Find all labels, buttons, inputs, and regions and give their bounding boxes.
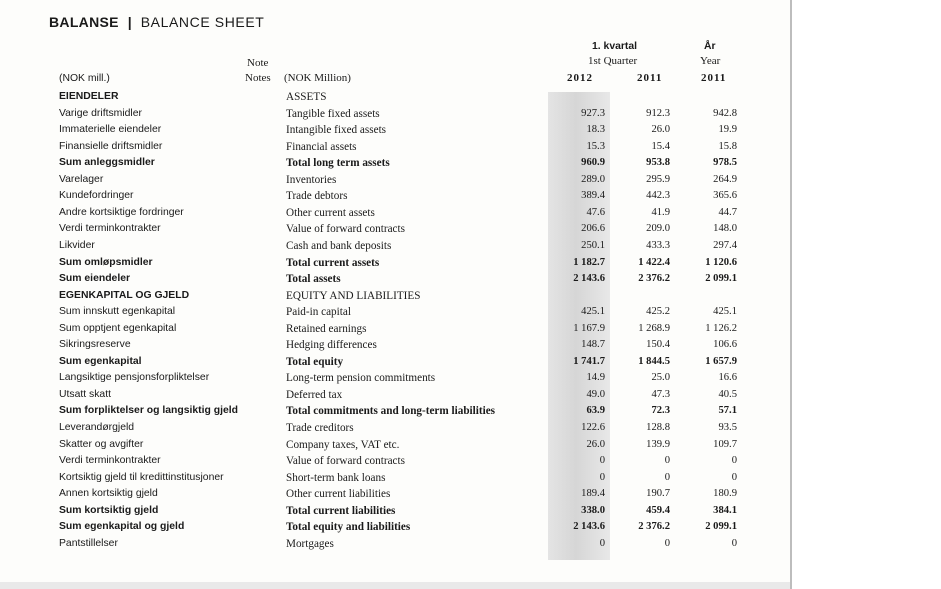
value-2012-q1: 2 143.6 bbox=[573, 273, 605, 285]
row-label-english: Total commitments and long-term liabilities bbox=[286, 405, 496, 418]
value-2012-q1: 18.3 bbox=[586, 124, 605, 136]
row-label-english: Value of forward contracts bbox=[286, 455, 405, 468]
row-label-english: Total current assets bbox=[286, 256, 380, 269]
value-2011-year: 2 099.1 bbox=[705, 521, 737, 533]
value-2012-q1: 0 bbox=[599, 537, 605, 549]
value-2011-q1: 0 bbox=[664, 455, 670, 467]
year-header-english: Year bbox=[700, 55, 721, 67]
row-label-norwegian: Sum egenkapital og gjeld bbox=[59, 521, 185, 533]
row-label-norwegian: Immaterielle eiendeler bbox=[59, 124, 162, 136]
row-label-norwegian: Kundefordringer bbox=[59, 190, 134, 202]
value-2011-q1: 72.3 bbox=[651, 405, 670, 417]
row-label-english: Long-term pension commitments bbox=[286, 372, 436, 385]
row-label-english: Inventories bbox=[286, 173, 337, 186]
value-2011-q1: 1 844.5 bbox=[638, 355, 670, 367]
table-row bbox=[0, 453, 790, 469]
value-2012-q1: 960.9 bbox=[581, 157, 605, 169]
value-2011-year: 93.5 bbox=[718, 422, 737, 433]
row-label-english: Other current liabilities bbox=[286, 488, 391, 501]
row-label-english: Total long term assets bbox=[286, 157, 390, 170]
table-row bbox=[0, 470, 790, 486]
row-label-english: Value of forward contracts bbox=[286, 223, 405, 236]
row-label-norwegian: Sum omløpsmidler bbox=[59, 256, 153, 268]
value-2011-q1: 190.7 bbox=[646, 488, 670, 500]
row-label-norwegian: Pantstillelser bbox=[59, 537, 118, 549]
row-label-english: Hedging differences bbox=[286, 339, 377, 352]
page-bottom-edge bbox=[0, 582, 790, 589]
value-2011-year: 1 120.6 bbox=[705, 256, 737, 268]
value-2011-year: 2 099.1 bbox=[705, 273, 737, 285]
value-2012-q1: 63.9 bbox=[586, 405, 605, 417]
table-row bbox=[0, 255, 790, 271]
value-2011-q1: 0 bbox=[664, 537, 670, 549]
value-2011-year: 297.4 bbox=[713, 239, 737, 251]
title-english: BALANCE SHEET bbox=[140, 14, 265, 30]
unit-english: (NOK Million) bbox=[284, 72, 351, 84]
page-edge bbox=[790, 0, 792, 589]
value-2011-year: 148.0 bbox=[713, 223, 737, 235]
row-label-english: Company taxes, VAT etc. bbox=[286, 438, 400, 451]
value-2011-q1: 209.0 bbox=[646, 223, 670, 235]
year-header-norwegian: År bbox=[704, 41, 716, 52]
title-separator: | bbox=[127, 14, 132, 30]
row-label-english: EQUITY AND LIABILITIES bbox=[286, 289, 421, 302]
value-2012-q1: 122.6 bbox=[581, 422, 605, 433]
column-2011-year-header: 2011 bbox=[701, 72, 727, 84]
row-label-norwegian: Utsatt skatt bbox=[59, 388, 111, 400]
table-row bbox=[0, 271, 790, 287]
row-label-norwegian: Andre kortsiktige fordringer bbox=[59, 206, 184, 218]
table-row bbox=[0, 155, 790, 171]
table-row bbox=[0, 205, 790, 221]
value-2011-year: 1 657.9 bbox=[705, 355, 737, 367]
row-label-english: Paid-in capital bbox=[286, 306, 351, 319]
row-label-english: Financial assets bbox=[286, 140, 357, 153]
table-row bbox=[0, 221, 790, 237]
row-label-english: Total equity and liabilities bbox=[286, 521, 411, 534]
value-2012-q1: 250.1 bbox=[581, 239, 605, 251]
row-label-norwegian: EIENDELER bbox=[59, 91, 119, 102]
row-label-norwegian: Langsiktige pensjonsforpliktelser bbox=[59, 372, 210, 384]
table-row bbox=[0, 304, 790, 320]
row-label-english: Total assets bbox=[286, 273, 341, 286]
row-label-english: Cash and bank deposits bbox=[286, 239, 392, 252]
value-2011-year: 1 126.2 bbox=[705, 322, 737, 334]
notes-header: Notes bbox=[245, 72, 271, 84]
value-2011-year: 978.5 bbox=[713, 157, 737, 169]
value-2011-year: 109.7 bbox=[713, 438, 737, 450]
value-2011-year: 40.5 bbox=[718, 388, 737, 400]
table-row bbox=[0, 238, 790, 254]
unit-norwegian: (NOK mill.) bbox=[59, 73, 110, 84]
value-2011-year: 44.7 bbox=[718, 206, 737, 218]
row-label-english: ASSETS bbox=[286, 91, 327, 103]
value-2011-year: 264.9 bbox=[713, 173, 737, 185]
value-2011-year: 106.6 bbox=[713, 339, 737, 351]
value-2011-q1: 1 422.4 bbox=[638, 256, 670, 268]
table-row bbox=[0, 503, 790, 519]
value-2011-year: 365.6 bbox=[713, 190, 737, 202]
value-2011-q1: 1 268.9 bbox=[638, 322, 670, 334]
table-row bbox=[0, 486, 790, 502]
value-2012-q1: 425.1 bbox=[581, 306, 605, 318]
value-2011-q1: 295.9 bbox=[646, 173, 670, 185]
value-2011-year: 19.9 bbox=[718, 124, 737, 136]
quarter-header-norwegian: 1. kvartal bbox=[592, 41, 638, 52]
value-2012-q1: 0 bbox=[599, 455, 605, 467]
table-row bbox=[0, 122, 790, 138]
value-2012-q1: 26.0 bbox=[586, 438, 605, 450]
note-header: Note bbox=[247, 57, 269, 69]
value-2012-q1: 0 bbox=[599, 471, 605, 483]
value-2011-year: 180.9 bbox=[713, 488, 737, 500]
value-2012-q1: 289.0 bbox=[581, 173, 605, 185]
table-row bbox=[0, 139, 790, 155]
table-row bbox=[0, 437, 790, 453]
row-label-english: Other current assets bbox=[286, 206, 375, 219]
table-row bbox=[0, 172, 790, 188]
row-label-english: Short-term bank loans bbox=[286, 471, 386, 484]
value-2011-q1: 128.8 bbox=[646, 422, 670, 433]
value-2012-q1: 14.9 bbox=[586, 372, 605, 384]
row-label-english: Trade creditors bbox=[286, 422, 354, 434]
row-label-norwegian: Sum forpliktelser og langsiktig gjeld bbox=[59, 405, 238, 417]
row-label-norwegian: Sum eiendeler bbox=[59, 273, 131, 285]
row-label-english: Total equity bbox=[286, 355, 344, 368]
value-2011-year: 15.8 bbox=[718, 140, 737, 152]
value-2011-q1: 139.9 bbox=[646, 438, 670, 450]
table-row bbox=[0, 403, 790, 419]
value-2011-year: 57.1 bbox=[718, 405, 737, 417]
row-label-norwegian: EGENKAPITAL OG GJELD bbox=[59, 289, 190, 301]
value-2012-q1: 1 167.9 bbox=[573, 322, 605, 334]
value-2011-year: 942.8 bbox=[713, 107, 737, 119]
row-label-norwegian: Kortsiktig gjeld til kredittinstitusjoner bbox=[59, 471, 224, 483]
row-label-norwegian: Annen kortsiktig gjeld bbox=[59, 488, 158, 500]
value-2011-q1: 912.3 bbox=[646, 107, 670, 119]
value-2011-q1: 442.3 bbox=[646, 190, 670, 202]
column-2011-quarter-header: 2011 bbox=[637, 72, 663, 84]
table-row bbox=[0, 387, 790, 403]
row-label-norwegian: Sum opptjent egenkapital bbox=[59, 322, 177, 334]
row-label-norwegian: Skatter og avgifter bbox=[59, 438, 144, 450]
table-row bbox=[0, 188, 790, 204]
row-label-norwegian: Verdi terminkontrakter bbox=[59, 455, 161, 467]
value-2011-year: 0 bbox=[731, 455, 737, 467]
row-label-english: Mortgages bbox=[286, 537, 334, 550]
row-label-english: Deferred tax bbox=[286, 388, 343, 401]
table-row bbox=[0, 288, 790, 304]
table-row bbox=[0, 106, 790, 122]
table-row bbox=[0, 370, 790, 386]
value-2012-q1: 49.0 bbox=[586, 388, 605, 400]
value-2012-q1: 206.6 bbox=[581, 223, 605, 235]
value-2011-q1: 0 bbox=[664, 471, 670, 483]
row-label-norwegian: Sum kortsiktig gjeld bbox=[59, 504, 159, 516]
column-2012-header: 2012 bbox=[567, 72, 593, 84]
row-label-english: Intangible fixed assets bbox=[286, 124, 387, 137]
value-2011-q1: 15.4 bbox=[651, 140, 670, 152]
value-2012-q1: 15.3 bbox=[586, 140, 605, 152]
value-2011-q1: 2 376.2 bbox=[638, 273, 670, 285]
row-label-norwegian: Likvider bbox=[59, 239, 95, 251]
page-title bbox=[49, 14, 264, 30]
row-label-english: Trade debtors bbox=[286, 190, 348, 203]
table-row bbox=[0, 321, 790, 337]
row-label-english: Retained earnings bbox=[286, 322, 367, 335]
value-2011-year: 16.6 bbox=[718, 372, 737, 384]
value-2012-q1: 927.3 bbox=[581, 107, 605, 119]
value-2011-q1: 26.0 bbox=[651, 124, 670, 136]
value-2011-q1: 459.4 bbox=[646, 504, 670, 516]
value-2012-q1: 2 143.6 bbox=[573, 521, 605, 533]
table-row bbox=[0, 337, 790, 353]
value-2012-q1: 1 182.7 bbox=[573, 256, 605, 268]
row-label-norwegian: Leverandørgjeld bbox=[59, 422, 135, 433]
value-2011-year: 384.1 bbox=[713, 504, 737, 516]
title-norwegian: BALANSE bbox=[49, 14, 119, 30]
value-2011-q1: 2 376.2 bbox=[638, 521, 670, 533]
row-label-norwegian: Sikringsreserve bbox=[59, 339, 131, 351]
value-2011-year: 425.1 bbox=[713, 306, 737, 318]
value-2012-q1: 148.7 bbox=[581, 339, 605, 351]
value-2011-q1: 41.9 bbox=[651, 206, 670, 218]
table-row bbox=[0, 354, 790, 370]
value-2012-q1: 47.6 bbox=[586, 206, 605, 218]
row-label-english: Total current liabilities bbox=[286, 504, 396, 517]
value-2011-q1: 953.8 bbox=[646, 157, 670, 169]
row-label-english: Tangible fixed assets bbox=[286, 107, 380, 120]
value-2012-q1: 389.4 bbox=[581, 190, 605, 202]
value-2012-q1: 189.4 bbox=[581, 488, 605, 500]
row-label-norwegian: Varige driftsmidler bbox=[59, 107, 142, 119]
value-2012-q1: 1 741.7 bbox=[573, 355, 605, 367]
row-label-norwegian: Sum egenkapital bbox=[59, 355, 142, 367]
row-label-norwegian: Sum anleggsmidler bbox=[59, 157, 155, 169]
value-2011-q1: 150.4 bbox=[646, 339, 670, 351]
value-2012-q1: 338.0 bbox=[581, 504, 605, 516]
row-label-norwegian: Varelager bbox=[59, 173, 104, 185]
value-2011-year: 0 bbox=[731, 537, 737, 549]
row-label-norwegian: Sum innskutt egenkapital bbox=[59, 306, 176, 318]
quarter-header-english: 1st Quarter bbox=[588, 55, 638, 67]
table-row bbox=[0, 420, 790, 436]
table-row bbox=[0, 89, 790, 105]
value-2011-q1: 425.2 bbox=[646, 306, 670, 318]
value-2011-q1: 47.3 bbox=[651, 388, 670, 400]
value-2011-q1: 433.3 bbox=[646, 239, 670, 251]
table-row bbox=[0, 519, 790, 535]
row-label-norwegian: Verdi terminkontrakter bbox=[59, 223, 161, 235]
table-row bbox=[0, 536, 790, 552]
value-2011-q1: 25.0 bbox=[651, 372, 670, 384]
row-label-norwegian: Finansielle driftsmidler bbox=[59, 140, 163, 152]
value-2011-year: 0 bbox=[731, 471, 737, 483]
